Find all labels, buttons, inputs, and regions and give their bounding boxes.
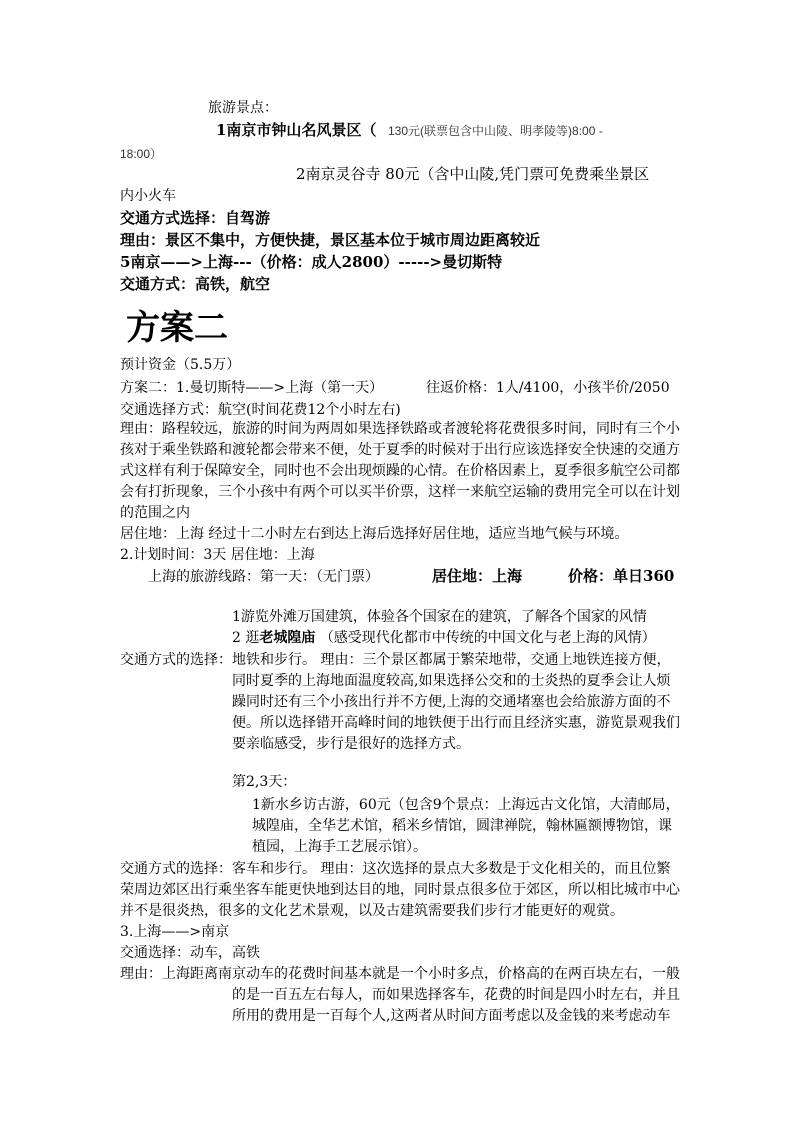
text-line: 便。所以选择错开高峰时间的地铁便于出行而且经济实惠，游览景观我们	[232, 715, 680, 731]
text-line: 2南京灵谷寺 80元（含中山陵,凭门票可免费乘坐景区	[296, 165, 650, 183]
text-line: 理由：路程较远，旅游的时间为两周如果选择铁路或者渡轮将花费很多时间，同时有三个小	[120, 421, 680, 437]
text-line: 第2,3天：	[232, 774, 297, 790]
emphasis: 老城隍庙	[259, 630, 316, 646]
text-line: 所用的费用是一百每个人,这两者从时间方面考虑以及金钱的来考虑动车	[232, 1008, 671, 1024]
text-line	[232, 628, 656, 648]
text-line: 躁同时还有三个小孩出行并不方便,上海的交通堵塞也会给旅游方面的不	[232, 694, 671, 710]
text-line: 上海的旅游线路：第一天：（无门票）	[148, 569, 379, 585]
text-line: 3.上海——>南京	[120, 924, 230, 940]
text-fragment: 2 逛	[232, 630, 260, 646]
text-line: 会有打折现象，三个小孩中有两个可以买半价票，这样一来航空运输的费用完全可以在计划	[120, 484, 680, 500]
text-fragment: （感受现代化都市中传统的中国文化与老上海的风情）	[319, 630, 656, 646]
text-line: 交通选择：动车，高铁	[120, 945, 260, 961]
text-line: 同时夏季的上海地面温度较高,如果选择公交和的士炎热的夏季会让人烦	[232, 673, 671, 689]
text-line: 城隍庙，全华艺术馆，稻米乡情馆，圆津禅院，翰林匾额博物馆，课	[252, 818, 672, 834]
text-line: 要亲临感受，步行是很好的选择方式。	[232, 736, 470, 752]
text-line: 交通方式选择：自驾游	[120, 209, 271, 227]
text-line: 荣周边郊区出行乘坐客车能更快地到达目的地，同时景点很多位于郊区，所以相比城市中心	[120, 882, 680, 898]
text-line: 往返价格：1人/4100，小孩半价/2050	[426, 380, 670, 396]
text-line: 交通方式：高铁，航空	[120, 275, 271, 293]
text-line: 孩对于乘坐铁路和渡轮都会带来不便，处于夏季的时候对于出行应该选择安全快速的交通方	[120, 442, 680, 458]
text-line: 理由：上海距离南京动车的花费时间基本就是一个小时多点，价格高的在两百块左右，一般	[120, 966, 680, 982]
text-line: 理由：景区不集中，方便快捷，景区基本位于城市周边距离较近	[120, 231, 541, 249]
text-line: 式这样有利于保障安全，同时也不会出现烦躁的心情。在价格因素上，夏季很多航空公司都	[120, 463, 680, 479]
text-line: 1新水乡访古游，60元（包含9个景点：上海远古文化馆，大清邮局，	[252, 797, 680, 813]
text-line: 2.计划时间：3天 居住地：上海	[120, 547, 315, 563]
text-line: 旅游景点：	[208, 100, 278, 116]
text-line: 内小火车	[120, 188, 176, 204]
text-line: 植园，上海手工艺展示馆）。	[252, 839, 427, 855]
text-line: 交通方式的选择：客车和步行。 理由：这次选择的景点大多数是于文化相关的，而且位繁	[120, 861, 671, 877]
text-line: 1南京市钟山名风景区（	[216, 121, 377, 139]
text-line: 居住地：上海 经过十二小时左右到达上海后选择好居住地，适应当地气候与环境。	[120, 526, 629, 542]
text-line: 5南京——>上海---（价格：成人2800）----->曼切斯特	[120, 253, 503, 271]
text-line: 预计资金（5.5万）	[120, 357, 241, 373]
text-line: 价格：单日360	[568, 567, 675, 585]
text-line: 18:00）	[120, 147, 163, 161]
text-line: 1游览外滩万国建筑，体验各个国家在的建筑，了解各个国家的风情	[232, 609, 647, 625]
text-line: 交通选择方式：航空(时间花费12个小时左右)	[120, 402, 401, 418]
text-line: 的范围之内	[120, 505, 190, 521]
section-heading: 方案二	[126, 308, 228, 348]
text-line: 并不是很炎热，很多的文化艺术景观，以及古建筑需要我们步行才能更好的观赏。	[120, 903, 624, 919]
text-line: 130元(联票包含中山陵、明孝陵等)8:00 -	[388, 124, 603, 138]
text-line: 方案二：1.曼切斯特——>上海（第一天）	[120, 380, 384, 396]
text-line: 居住地：上海	[432, 567, 523, 585]
text-line: 交通方式的选择：地铁和步行。 理由：三个景区都属于繁荣地带，交通上地铁连接方便，	[120, 652, 671, 668]
text-line: 的是一百五左右每人，而如果选择客车，花费的时间是四小时左右，并且	[232, 987, 680, 1003]
